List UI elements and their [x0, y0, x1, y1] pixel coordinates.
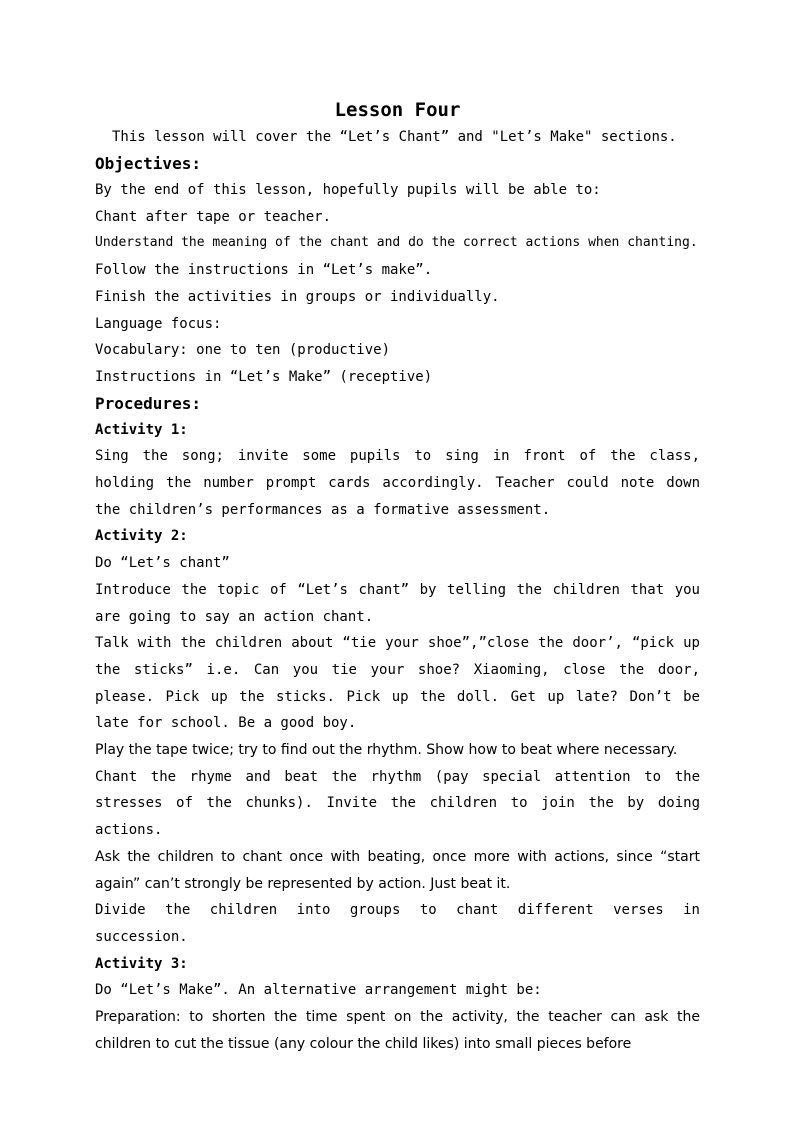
language-focus-label: Language focus:	[95, 315, 222, 332]
objective-item: Finish the activities in groups or individually.	[95, 288, 500, 305]
objective-item: Chant after tape or teacher.	[95, 208, 332, 225]
lesson-title: Lesson Four	[334, 99, 461, 121]
lesson-content	[95, 96, 700, 1058]
activity-2-paragraph: Chant the rhyme and beat the rhythm (pay special attention to the stresses of the chunks). Invite the children to join the by doing actions.	[95, 768, 700, 839]
objectives-lead: By the end of this lesson, hopefully pupils will be able to:	[95, 182, 601, 198]
procedures-heading: Procedures:	[95, 393, 201, 413]
activity-1-heading: Activity 1:	[95, 421, 188, 438]
activity-3-heading: Activity 3:	[95, 955, 188, 972]
intro-text: This lesson will cover the “Let’s Chant” and "Let’s Make" sections.	[112, 129, 677, 145]
instructions-line: Instructions in “Let’s Make” (receptive)	[95, 368, 433, 385]
activity-2-paragraph: Play the tape twice; try to find out the rhythm. Show how to beat where necessary.	[95, 742, 678, 759]
objective-item: Understand the meaning of the chant and do the correct actions when chanting.	[95, 235, 698, 251]
activity-1-text: Sing the song; invite some pupils to sing in front of the class, holding the number prompt cards accordingly. Teacher could note down the children’s performances as a formative assessment.	[95, 448, 700, 518]
objective-item: Follow the instructions in “Let’s make”.	[95, 262, 433, 279]
activity-2-do: Do “Let’s chant”	[95, 555, 230, 572]
activity-3-paragraph: Preparation: to shorten the time spent on the activity, the teacher can ask the children to cut the tissue (any colour the child likes) into small pieces before	[95, 1009, 700, 1052]
activity-2-paragraph: Talk with the children about “tie your shoe”,”close the door’, “pick up the sticks” i.e. Can you tie your shoe? Xiaoming, close the door, please. Pick up the sticks. Pick up the doll. Get up late? Don’t be late for school. Be a good boy.	[95, 635, 700, 732]
vocabulary-line: Vocabulary: one to ten (productive)	[95, 342, 391, 359]
activity-2-heading: Activity 2:	[95, 528, 188, 545]
objectives-heading: Objectives:	[95, 154, 201, 173]
activity-2-paragraph: Ask the children to chant once with beating, once more with actions, since “start again” can’t strongly be represented by action. Just beat it.	[95, 848, 700, 892]
activity-3-do: Do “Let’s Make”. An alternative arrangement might be:	[95, 982, 542, 999]
activity-2-paragraph: Introduce the topic of “Let’s chant” by telling the children that you are going to say an action chant.	[95, 581, 700, 625]
activity-2-paragraph: Divide the children into groups to chant different verses in succession.	[95, 902, 700, 945]
